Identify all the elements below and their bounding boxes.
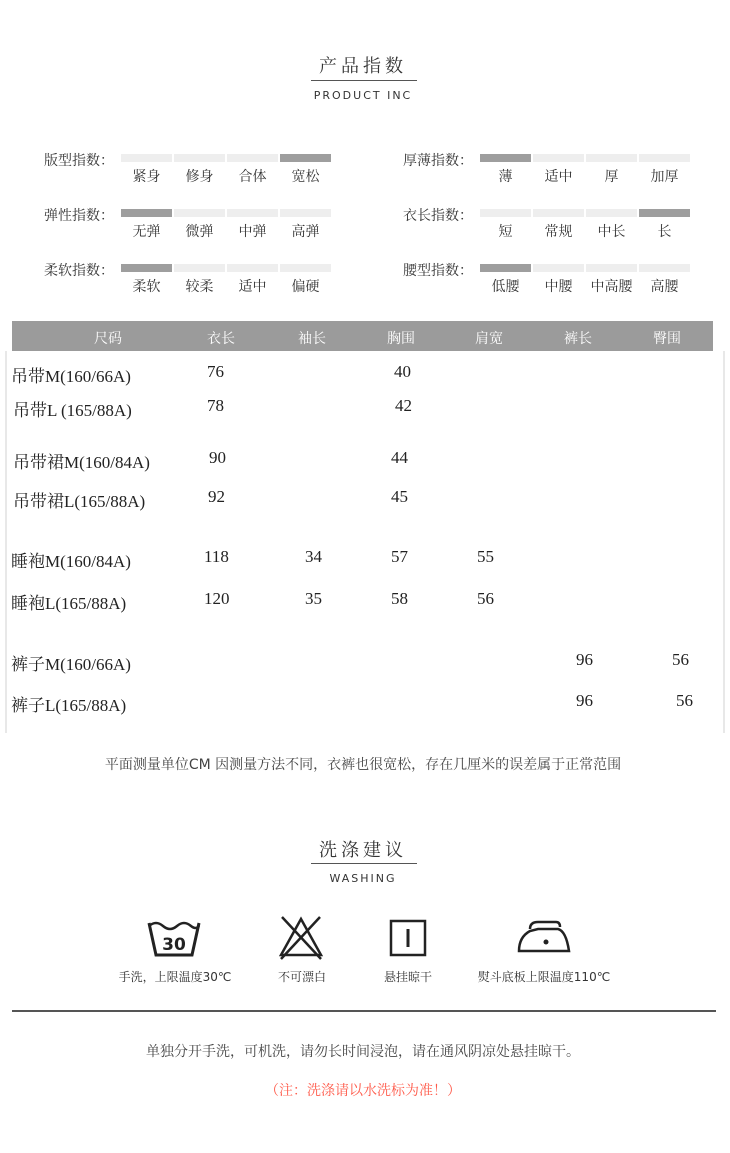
sleeve-cell: 35 xyxy=(305,589,322,608)
index-bar-segment xyxy=(533,154,584,162)
size-cell: 裤子M(160/66A) xyxy=(11,655,131,674)
index-option: 柔软 xyxy=(132,279,161,295)
index-option: 适中 xyxy=(238,279,267,295)
iron-label: 熨斗底板上限温度110℃ xyxy=(477,970,611,984)
index-bar-segment xyxy=(280,264,331,272)
length-cell: 92 xyxy=(208,487,225,506)
size-cell: 吊带裙M(160/84A) xyxy=(13,453,150,472)
header-sleeve: 袖长 xyxy=(298,331,326,347)
chest-cell: 40 xyxy=(394,362,411,381)
index-bar-segment xyxy=(586,209,637,217)
index-bar-segment xyxy=(639,209,690,217)
length-cell: 90 xyxy=(209,448,226,467)
index-bar-segment xyxy=(227,264,278,272)
index-option: 较柔 xyxy=(185,279,214,295)
index-label: 弹性指数： xyxy=(44,208,114,224)
index-option: 无弹 xyxy=(132,224,161,240)
iron-icon xyxy=(516,919,572,955)
index-label: 腰型指数： xyxy=(403,263,473,279)
index-bar-segment xyxy=(639,264,690,272)
index-option: 高弹 xyxy=(291,224,320,240)
index-bar-segment xyxy=(533,264,584,272)
index-option: 宽松 xyxy=(291,169,320,185)
washing-warning: （注：洗涤请以水洗标为准！） xyxy=(265,1083,461,1099)
index-bar-segment xyxy=(174,154,225,162)
index-option: 厚 xyxy=(604,169,619,185)
index-bar-segment xyxy=(174,264,225,272)
line-dry-label: 悬挂晾干 xyxy=(383,970,432,984)
size-cell: 睡袍M(160/84A) xyxy=(11,552,131,571)
hand-wash-label: 手洗，上限温度30℃ xyxy=(118,970,232,984)
length-cell: 78 xyxy=(207,396,224,415)
product-index-title: 产品指数 xyxy=(319,56,407,77)
length-cell: 120 xyxy=(204,589,230,608)
index-bar-segment xyxy=(280,154,331,162)
size-table-header xyxy=(12,321,713,351)
index-bar-segment xyxy=(533,209,584,217)
length-cell: 118 xyxy=(204,547,229,566)
sleeve-cell: 34 xyxy=(305,547,322,566)
no-bleach-label: 不可漂白 xyxy=(277,970,326,984)
index-option: 中长 xyxy=(597,224,626,240)
size-cell: 裤子L(165/88A) xyxy=(11,696,127,715)
index-bar-segment xyxy=(480,154,531,162)
index-option: 中高腰 xyxy=(590,279,633,295)
index-option: 常规 xyxy=(544,224,573,240)
pants-length-cell: 96 xyxy=(576,691,593,710)
shoulder-cell: 55 xyxy=(477,547,494,566)
chest-cell: 58 xyxy=(391,589,408,608)
index-option: 薄 xyxy=(498,169,513,185)
wash-temp-text: 30 xyxy=(162,935,186,955)
washing-subtitle: WASHING xyxy=(329,872,397,885)
header-length: 衣长 xyxy=(207,331,235,347)
index-option: 高腰 xyxy=(650,279,679,295)
index-bar-segment xyxy=(480,209,531,217)
hip-cell: 56 xyxy=(676,691,693,710)
index-label: 厚薄指数： xyxy=(403,153,473,169)
index-option: 短 xyxy=(498,224,513,240)
size-cell: 吊带M(160/66A) xyxy=(11,367,131,386)
product-index-subtitle: PRODUCT INC xyxy=(313,89,413,102)
header-chest: 胸围 xyxy=(387,331,415,347)
index-option: 加厚 xyxy=(650,169,679,185)
index-label: 柔软指数： xyxy=(44,263,114,279)
size-cell: 睡袍L(165/88A) xyxy=(11,594,127,613)
section-divider xyxy=(12,1010,716,1012)
chest-cell: 44 xyxy=(391,448,408,467)
header-pants-length: 裤长 xyxy=(564,331,592,347)
index-bar-segment xyxy=(480,264,531,272)
hand-wash-30-icon xyxy=(146,917,202,959)
length-cell: 76 xyxy=(207,362,224,381)
title-divider xyxy=(311,863,417,864)
index-option: 长 xyxy=(657,224,672,240)
index-bar-segment xyxy=(586,154,637,162)
index-option: 低腰 xyxy=(491,279,520,295)
index-bar-segment xyxy=(121,264,172,272)
index-option: 合体 xyxy=(238,169,267,185)
size-cell: 吊带L (165/88A) xyxy=(13,401,132,420)
index-option: 紧身 xyxy=(132,169,161,185)
chest-cell: 57 xyxy=(391,547,408,566)
index-bar-segment xyxy=(121,154,172,162)
index-option: 适中 xyxy=(544,169,573,185)
index-bar-segment xyxy=(121,209,172,217)
index-bar-segment xyxy=(586,264,637,272)
line-dry-icon xyxy=(389,919,427,957)
index-option: 微弹 xyxy=(185,224,214,240)
measurement-note: 平面测量单位CM 因测量方法不同，衣裤也很宽松，存在几厘米的误差属于正常范围 xyxy=(104,757,622,773)
index-bar-segment xyxy=(227,154,278,162)
hip-cell: 56 xyxy=(672,650,689,669)
header-size: 尺码 xyxy=(94,331,122,347)
washing-instruction: 单独分开手洗，可机洗，请勿长时间浸泡，请在通风阴凉处悬挂晾干。 xyxy=(146,1044,580,1060)
index-bar-segment xyxy=(280,209,331,217)
header-shoulder: 肩宽 xyxy=(475,331,503,347)
index-label: 衣长指数： xyxy=(403,208,473,224)
size-cell: 吊带裙L(165/88A) xyxy=(13,492,146,511)
washing-title: 洗涤建议 xyxy=(319,840,407,861)
shoulder-cell: 56 xyxy=(477,589,494,608)
index-bar-segment xyxy=(639,154,690,162)
index-label: 版型指数： xyxy=(44,153,114,169)
index-option: 中腰 xyxy=(544,279,573,295)
index-option: 修身 xyxy=(185,169,214,185)
chest-cell: 42 xyxy=(395,396,412,415)
no-bleach-icon xyxy=(277,913,325,961)
index-bar-segment xyxy=(227,209,278,217)
index-option: 偏硬 xyxy=(291,279,320,295)
pants-length-cell: 96 xyxy=(576,650,593,669)
index-option: 中弹 xyxy=(238,224,267,240)
title-divider xyxy=(311,80,417,81)
index-bar-segment xyxy=(174,209,225,217)
chest-cell: 45 xyxy=(391,487,408,506)
header-hip: 臀围 xyxy=(653,331,681,347)
